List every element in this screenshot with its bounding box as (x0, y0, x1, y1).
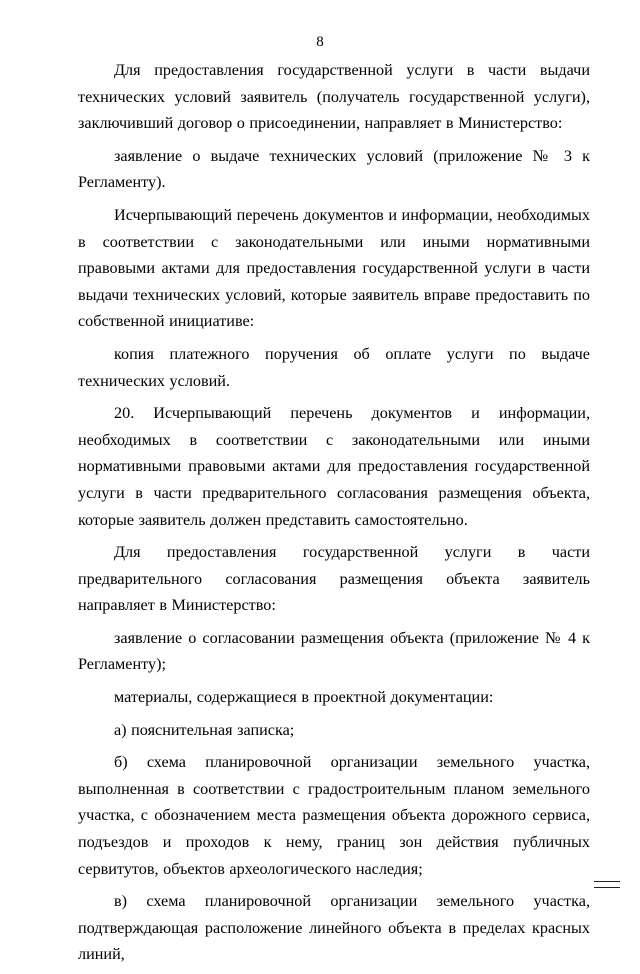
paragraph-project-materials: материалы, содержащиеся в проектной документации: (114, 688, 494, 707)
scan-edge-mark (594, 887, 620, 888)
paragraph-optional-documents-list: Исчерпывающий перечень документов и информации, необходимых в соответствии с законодательными или иными нормативными правовыми актами для предоставления государственной услуги в части выдачи технических условий, которые заявитель вправе предоставить по собственной инициативе: (78, 205, 590, 331)
paragraph-application-approval: заявление о согласовании размещения объекта (приложение № 4 к Регламенту); (78, 628, 590, 674)
list-item-a: а) пояснительная записка; (114, 720, 295, 739)
paragraph-service-preliminary-approval: Для предоставления государственной услуги в части предварительного согласования размещения объекта заявитель направляет в Министерство: (78, 543, 590, 615)
list-item-v: в) схема планировочной организации земельного участка, подтверждающая расположение линейного объекта в пределах красных линий, (78, 892, 590, 964)
paragraph-payment-order-copy: копия платежного поручения об оплате услуги по выдаче технических условий. (78, 344, 590, 390)
paragraph-item-20: 20. Исчерпывающий перечень документов и информации, необходимых в соответствии с законодательными или иными нормативными правовыми актами для предоставления государственной услуги в части предварительного согласования размещения объекта, которые заявитель должен представить самостоятельно. (78, 404, 590, 529)
scan-edge-mark (594, 881, 620, 882)
paragraph-service-tech-conditions: Для предоставления государственной услуги в части выдачи технических условий заявитель (получатель государственной услуги), заключивший договор о присоединении, направляет в Министерство: (78, 61, 590, 133)
document-body (78, 57, 590, 974)
list-item-b: б) схема планировочной организации земельного участка, выполненная в соответствии с градостроительным планом земельного участка, с обозначением места размещения объекта дорожного сервиса, подъездов и проходов к нему, границ зон действия публичных сервитутов, объектов археологического наследия; (78, 753, 590, 878)
page-number: 8 (316, 34, 324, 50)
paragraph-application-tech-conditions: заявление о выдаче технических условий (приложение № 3 к Регламенту). (78, 146, 590, 192)
